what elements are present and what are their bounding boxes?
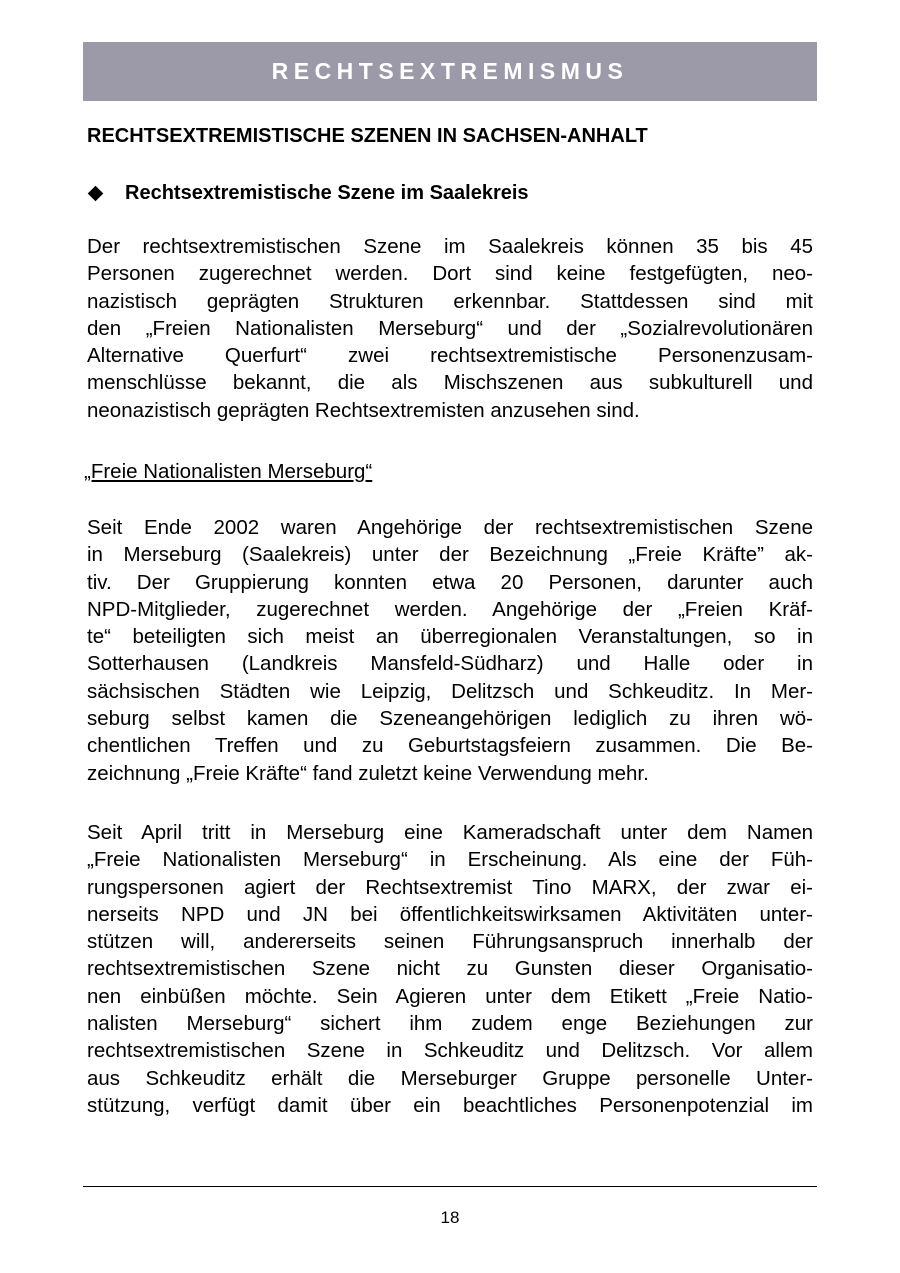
text-line: stützen will, andererseits seinen Führungsanspruch innerhalb der <box>87 930 813 954</box>
text-line: nazistisch geprägten Strukturen erkennbar. Stattdessen sind mit <box>87 289 813 313</box>
chapter-banner: RECHTSEXTREMISMUS <box>83 42 817 101</box>
subheading <box>87 180 529 206</box>
text-line: neonazistisch geprägten Rechtsextremisten anzusehen sind. <box>87 398 640 422</box>
text-line: rechtsextremistischen Szene nicht zu Gunsten dieser Organisatio- <box>87 957 813 981</box>
text-line: NPD-Mitglieder, zugerechnet werden. Angehörige der „Freien Kräf- <box>87 597 813 621</box>
history-paragraph <box>87 514 813 787</box>
text-line: nalisten Merseburg“ sichert ihm zudem enge Beziehungen zur <box>87 1012 813 1036</box>
intro-paragraph <box>87 233 813 424</box>
page-number: 18 <box>440 1208 460 1227</box>
text-line: „Freie Nationalisten Merseburg“ in Erscheinung. Als eine der Füh- <box>87 848 813 872</box>
text-line: den „Freien Nationalisten Merseburg“ und der „Sozialrevolutionären <box>87 316 813 340</box>
text-line: seburg selbst kamen die Szeneangehörigen lediglich zu ihren wö- <box>87 707 813 731</box>
text-line: Seit April tritt in Merseburg eine Kameradschaft unter dem Namen <box>87 821 813 844</box>
text-line: Seit Ende 2002 waren Angehörige der rechtsextremistischen Szene <box>87 516 813 539</box>
text-line: rechtsextremistischen Szene in Schkeuditz und Delitzsch. Vor allem <box>87 1039 813 1063</box>
text-line: rungspersonen agiert der Rechtsextremist Tino MARX, der zwar ei- <box>87 875 813 899</box>
text-line: chentlichen Treffen und zu Geburtstagsfeiern zusammen. Die Be- <box>87 734 813 758</box>
subheading-text: Rechtsextremistische Szene im Saalekreis <box>125 182 529 204</box>
section-title: RECHTSEXTREMISTISCHE SZENEN IN SACHSEN-ANHALT <box>87 125 648 147</box>
kameradschaft-paragraph <box>87 819 813 1119</box>
text-line: aus Schkeuditz erhält die Merseburger Gruppe personelle Unter- <box>87 1066 813 1090</box>
text-line: Der rechtsextremistischen Szene im Saalekreis können 35 bis 45 <box>87 235 813 258</box>
text-line: nen einbüßen möchte. Sein Agieren unter dem Etikett „Freie Natio- <box>87 984 813 1008</box>
text-line: zeichnung „Freie Kräfte“ fand zuletzt keine Verwendung mehr. <box>87 761 649 785</box>
text-line: Alternative Querfurt“ zwei rechtsextremistische Personenzusam- <box>87 344 813 368</box>
text-line: in Merseburg (Saalekreis) unter der Bezeichnung „Freie Kräfte” ak- <box>87 543 813 567</box>
footer-rule <box>83 1186 817 1187</box>
text-line: Sotterhausen (Landkreis Mansfeld-Südharz) und Halle oder in <box>87 652 813 676</box>
text-line: stützung, verfügt damit über ein beachtliches Personenpotenzial im <box>87 1093 813 1117</box>
text-line: tiv. Der Gruppierung konnten etwa 20 Personen, darunter auch <box>87 570 813 594</box>
text-line: nerseits NPD und JN bei öffentlichkeitswirksamen Aktivitäten unter- <box>87 902 813 926</box>
text-line: te“ beteiligten sich meist an überregionalen Veranstaltungen, so in <box>87 625 813 649</box>
group-heading: „Freie Nationalisten Merseburg“ <box>84 460 373 483</box>
diamond-bullet-icon <box>88 185 104 201</box>
text-line: sächsischen Städten wie Leipzig, Delitzsch und Schkeuditz. In Mer- <box>87 679 813 703</box>
text-line: menschlüsse bekannt, die als Mischszenen aus subkulturell und <box>87 371 813 395</box>
text-line: Personen zugerechnet werden. Dort sind keine festgefügten, neo- <box>87 262 813 286</box>
